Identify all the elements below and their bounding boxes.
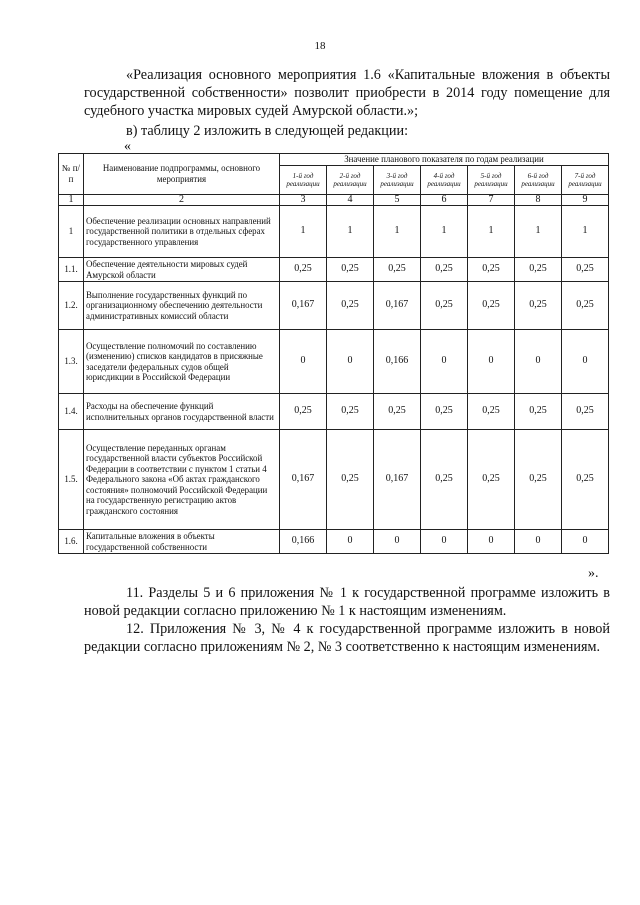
row-value: 0 [421, 330, 468, 394]
column-number: 1 [59, 194, 84, 206]
row-value: 0,25 [374, 258, 421, 282]
row-value: 0,25 [280, 258, 327, 282]
row-value: 0,25 [374, 394, 421, 430]
row-value: 0,25 [515, 282, 562, 330]
row-value: 0,166 [280, 530, 327, 554]
paragraph-11: 11. Разделы 5 и 6 приложения № 1 к государственной программе изложить в новой редакции согласно приложению № 1 к настоящим изменениям. [84, 585, 610, 619]
opening-quote: « [124, 139, 131, 154]
row-value: 0,167 [280, 430, 327, 530]
row-value: 1 [421, 206, 468, 258]
row-value: 0,25 [327, 282, 374, 330]
row-value: 1 [562, 206, 609, 258]
row-value: 0,167 [374, 282, 421, 330]
column-number: 4 [327, 194, 374, 206]
closing-quote: ». [588, 566, 599, 581]
row-name: Выполнение государственных функций по организационному обеспечению деятельности административных комиссий области [84, 282, 280, 330]
page-number: 18 [314, 40, 326, 52]
row-name: Обеспечение деятельности мировых судей Амурской области [84, 258, 280, 282]
row-value: 1 [327, 206, 374, 258]
row-value: 0 [468, 330, 515, 394]
row-value: 0,25 [515, 258, 562, 282]
row-value: 1 [374, 206, 421, 258]
column-number-row [59, 194, 609, 206]
indicator-table [58, 153, 609, 554]
header-year: 4-й год реализации [421, 165, 468, 194]
row-value: 0,25 [421, 394, 468, 430]
table-row [59, 206, 609, 258]
row-value: 0,25 [562, 258, 609, 282]
paragraph-12: 12. Приложения № 3, № 4 к государственной программе изложить в новой редакции согласно приложениям № 2, № 3 соответственно к настоящим изменениям. [84, 621, 610, 655]
row-value: 1 [468, 206, 515, 258]
row-value: 0 [374, 530, 421, 554]
row-value: 0,25 [468, 258, 515, 282]
row-value: 0,25 [468, 430, 515, 530]
row-value: 0,25 [421, 258, 468, 282]
row-value: 0 [562, 330, 609, 394]
row-number: 1.6. [59, 530, 84, 554]
header-year: 1-й год реализации [280, 165, 327, 194]
column-number: 3 [280, 194, 327, 206]
row-value: 0,25 [327, 394, 374, 430]
row-value: 0,25 [280, 394, 327, 430]
row-name: Капитальные вложения в объекты государственной собственности [84, 530, 280, 554]
row-value: 1 [515, 206, 562, 258]
row-value: 0,25 [562, 430, 609, 530]
header-year: 5-й год реализации [468, 165, 515, 194]
column-number: 9 [562, 194, 609, 206]
row-number: 1.5. [59, 430, 84, 530]
row-value: 0,25 [468, 394, 515, 430]
row-name: Расходы на обеспечение функций исполнительных органов государственной власти [84, 394, 280, 430]
row-name: Обеспечение реализации основных направлений государственной политики в отдельных сферах государственного управления [84, 206, 280, 258]
column-number: 6 [421, 194, 468, 206]
row-value: 0,25 [515, 430, 562, 530]
table-header-row [59, 154, 609, 166]
row-value: 0,25 [421, 430, 468, 530]
row-value: 0 [421, 530, 468, 554]
table-row [59, 258, 609, 282]
header-year: 6-й год реализации [515, 165, 562, 194]
row-number: 1.1. [59, 258, 84, 282]
row-value: 0,167 [374, 430, 421, 530]
row-value: 0,25 [468, 282, 515, 330]
row-value: 0 [280, 330, 327, 394]
row-value: 0 [515, 530, 562, 554]
column-number: 8 [515, 194, 562, 206]
header-name: Наименование подпрограммы, основного мероприятия [84, 154, 280, 195]
row-value: 0 [327, 530, 374, 554]
table-row [59, 282, 609, 330]
row-number: 1.3. [59, 330, 84, 394]
row-value: 0 [327, 330, 374, 394]
table-row [59, 530, 609, 554]
row-value: 1 [280, 206, 327, 258]
header-values: Значение планового показателя по годам реализации [280, 154, 609, 166]
row-number: 1.4. [59, 394, 84, 430]
column-number: 5 [374, 194, 421, 206]
table-row [59, 430, 609, 530]
header-year: 2-й год реализации [327, 165, 374, 194]
row-name: Осуществление полномочий по составлению (изменению) списков кандидатов в присяжные заседатели федеральных судов общей юрисдикции в Российской Федерации [84, 330, 280, 394]
row-number: 1 [59, 206, 84, 258]
table-row [59, 330, 609, 394]
column-number: 2 [84, 194, 280, 206]
table-row [59, 394, 609, 430]
header-year: 3-й год реализации [374, 165, 421, 194]
row-value: 0,167 [280, 282, 327, 330]
row-name: Осуществление переданных органам государственной власти субъектов Российской Федерации в соответствии с пунктом 1 статьи 4 Федерального закона «Об актах гражданского состояния» полномочий Российской Федерации на государственную регистрацию актов гражданского состояния [84, 430, 280, 530]
row-value: 0,25 [562, 394, 609, 430]
row-value: 0,25 [562, 282, 609, 330]
row-value: 0 [468, 530, 515, 554]
row-value: 0,25 [327, 430, 374, 530]
intro-paragraph: «Реализация основного мероприятия 1.6 «Капитальные вложения в объекты государственной собственности» позволит приобрести в 2014 году помещение для судебного участка мировых судей Амурской области.»; [84, 67, 610, 119]
row-value: 0,25 [327, 258, 374, 282]
row-value: 0 [515, 330, 562, 394]
row-number: 1.2. [59, 282, 84, 330]
row-value: 0,25 [515, 394, 562, 430]
row-value: 0,166 [374, 330, 421, 394]
row-value: 0,25 [421, 282, 468, 330]
column-number: 7 [468, 194, 515, 206]
header-number: № п/п [59, 154, 84, 195]
header-year: 7-й год реализации [562, 165, 609, 194]
item-v-paragraph: в) таблицу 2 изложить в следующей редакции: [126, 123, 409, 139]
row-value: 0 [562, 530, 609, 554]
